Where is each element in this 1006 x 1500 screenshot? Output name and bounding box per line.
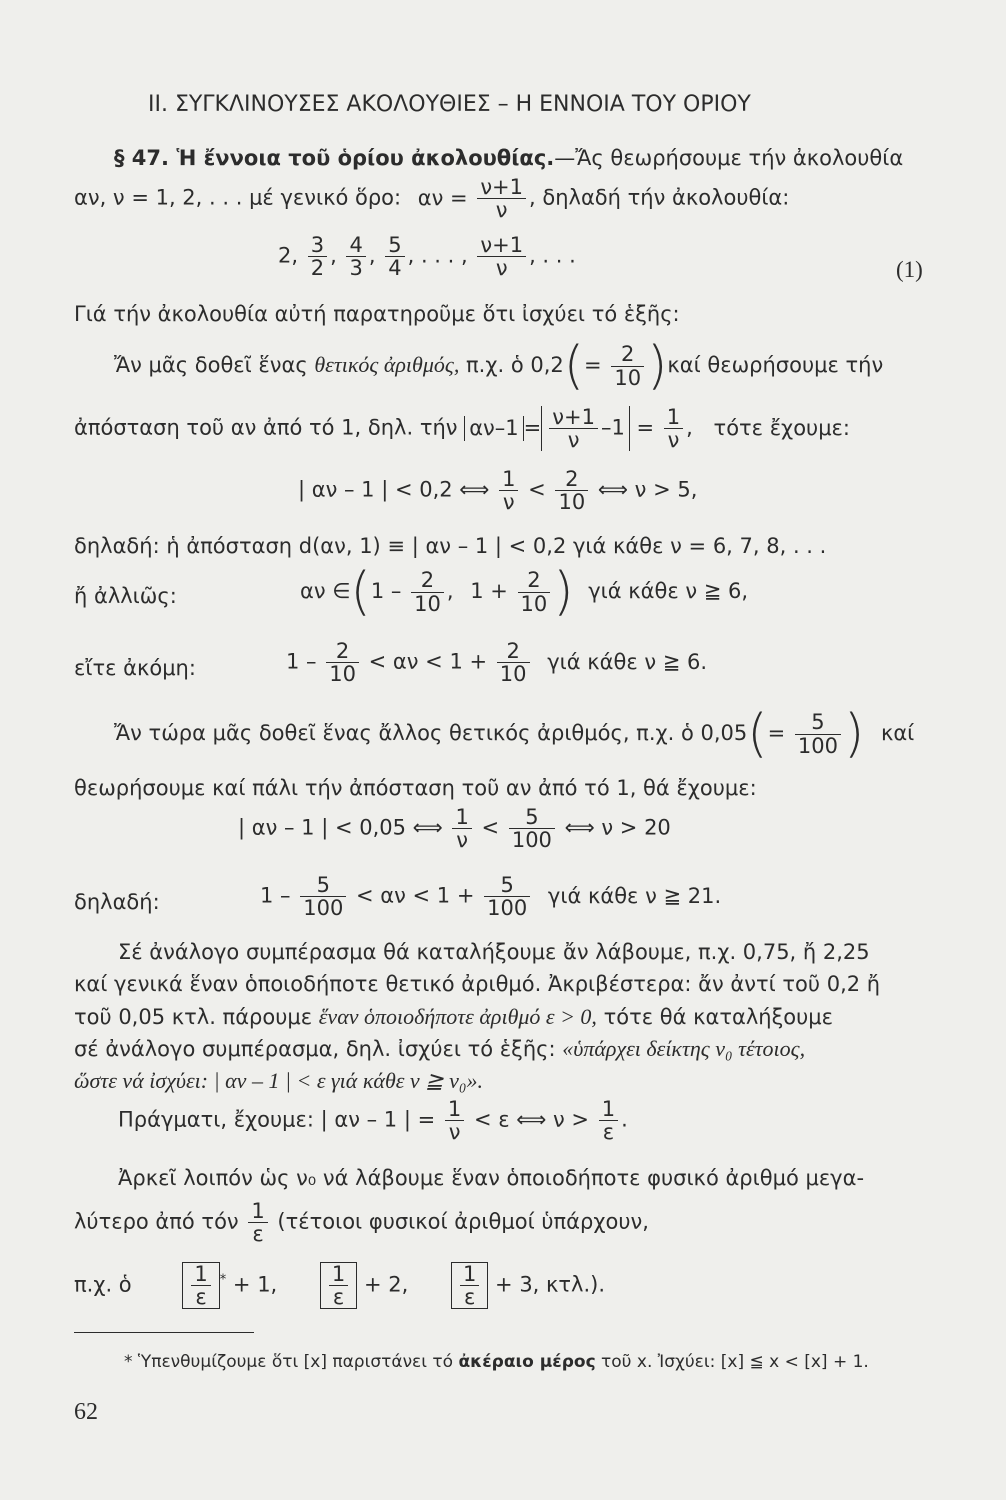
fraction-3-2: $\frac{3}{2}$ [308,234,327,279]
paragraph-3-line-5: ὥστε νά ἰσχύει: | αν – 1 | < ε γιά κάθε ν ≧ ν₀». [74,1068,484,1093]
general-term-eq: αν = [417,185,468,210]
general-term-tail: , δηλαδή τήν ἀκολουθία: [529,185,790,210]
fraction-general: $\frac{\nu+1}{\nu}$ [477,234,526,279]
inequality-2: | αν – 1 | < 0,05 ⟺ $\frac{1}{\nu}$ < $\frac{5}{100}$ ⟺ ν > 20 [238,805,671,853]
section-heading: § 47. Ἡ ἔννοια τοῦ ὁρίου ἀκολουθίας. [114,146,555,170]
section-intro: —Ἄς θεωρήσουμε τήν ἀκολουθία [554,146,904,170]
indeed-line: Πράγματι, ἔχουμε: | αν – 1 | = $\frac{1}{\nu}$ < ε ⟺ ν > $\frac{1}{\varepsilon}$ . [118,1097,628,1145]
dilady2-label: δηλαδή: [74,890,160,914]
dilady2-inequality: 1 – $\frac{5}{100}$ < αν < 1 + $\frac{5}{100}$ γιά κάθε ν ≧ 21. [260,873,722,921]
alliws-interval: αν ∈(1 – $\frac{2}{10}$ , 1 + $\frac{2}{10}$ ) γιά κάθε ν ≧ 6, [300,562,749,622]
fraction-5-4: $\frac{5}{4}$ [385,234,404,279]
fraction-2-10: $\frac{2}{10}$ [611,343,644,388]
paragraph-3-line-4: σέ ἀνάλογο συμπέρασμα, δηλ. ἰσχύει τό ἑξῆς: «ὑπάρχει δείκτης ν₀ τέτοιος, [74,1036,806,1061]
paragraph-3-line-1: Σέ ἀνάλογο συμπέρασμα θά καταλήξουμε ἄν λάβουμε, π.χ. 0,75, ἤ 2,25 [118,940,870,964]
fraction-4-3: $\frac{4}{3}$ [346,234,365,279]
distance-line: ἀπόσταση τοῦ αν ἀπό τό 1, δηλ. τήν αν–1 = $\frac{\nu+1}{\nu}$ –1 = $\frac{1}{\nu}$ , τότε ἔχουμε: [74,405,850,453]
observation-text: Γιά τήν ἀκολουθία αὐτή παρατηροῦμε ὅτι ἰσχύει τό ἑξῆς: [74,302,680,326]
eite-inequality: 1 – $\frac{2}{10}$ < αν < 1 + $\frac{2}{10}$ γιά κάθε ν ≧ 6. [286,639,708,687]
suffices-line-2: λύτερο ἀπό τόν $\frac{1}{\varepsilon}$ (τέτοιοι φυσικοί ἀριθμοί ὑπάρχουν, [74,1199,649,1247]
page-number: 62 [74,1399,98,1425]
examples-line: π.χ. ὁ $\frac{1}{\varepsilon}$ * + 1, $\frac{1}{\varepsilon}$ + 2, $\frac{1}{\varepsilon}$ + 3, κτλ.). [74,1262,606,1310]
equation-number: (1) [896,257,923,282]
footnote-rule [74,1332,254,1333]
paragraph-2: Ἄν τώρα μᾶς δοθεῖ ἕνας ἄλλος θετικός ἀριθμός, π.χ. ὁ 0,05(= $\frac{5}{100}$ ) καί [114,704,915,764]
inequality-1: | αν – 1 | < 0,2 ⟺ $\frac{1}{\nu}$ < $\frac{2}{10}$ ⟺ ν > 5, [298,467,698,515]
distance-definition: δηλαδή: ἡ ἀπόσταση d(αν, 1) ≡ | αν – 1 | < 0,2 γιά κάθε ν = 6, 7, 8, . . . [74,534,827,558]
paragraph-3-line-3: τοῦ 0,05 κτλ. πάρουμε ἕναν ὁποιοδήποτε ἀριθμό ε > 0, τότε θά καταλήξουμε [74,1004,834,1029]
page-header: II. ΣΥΓΚΛΙΝΟΥΣΕΣ ΑΚΟΛΟΥΘΙΕΣ – Η ΕΝΝΟΙΑ ΤΟΥ ΟΡΙΟΥ [148,92,751,117]
paragraph-3-line-2: καί γενικά ἕναν ὁποιοδήποτε θετικό ἀριθμό. Ἀκριβέστερα: ἄν ἀντί τοῦ 0,2 ἤ [74,972,881,996]
fraction-general-term: $\frac{\nu+1}{\nu}$ [477,176,526,221]
paragraph-1: Ἄν μᾶς δοθεῖ ἕνας θετικός ἀριθμός, π.χ. ὁ 0,2(= $\frac{2}{10}$ )καί θεωρήσουμε τήν [114,336,884,396]
eite-label: εἴτε ἀκόμη: [74,656,196,680]
footnote: * Ὑπενθυμίζουμε ὅτι [x] παριστάνει τό ἀκέραιο μέρος τοῦ x. Ἰσχύει: [x] ≦ x < [x] + 1. [124,1352,869,1372]
fraction-1-nu: $\frac{1}{\nu}$ [664,406,683,451]
general-term-text: αν, ν = 1, 2, . . . μέ γενικό ὅρο: [74,185,402,210]
alliws-label: ἤ ἀλλιῶς: [74,584,177,608]
suffices-line-1: Ἀρκεῖ λοιπόν ὡς ν₀ νά λάβουμε ἕναν ὁποιοδήποτε φυσικό ἀριθμό μεγα- [118,1166,865,1190]
paragraph-2-cont: θεωρήσουμε καί πάλι τήν ἀπόσταση τοῦ αν ἀπό τό 1, θά ἔχουμε: [74,776,757,800]
sequence-display: 2, $\frac{3}{2}$ , $\frac{4}{3}$ , $\frac{5}{4}$ , . . . , $\frac{\nu+1}{\nu}$ , . . . [278,233,576,281]
section-heading-line [114,146,903,171]
general-term-line [74,176,789,221]
